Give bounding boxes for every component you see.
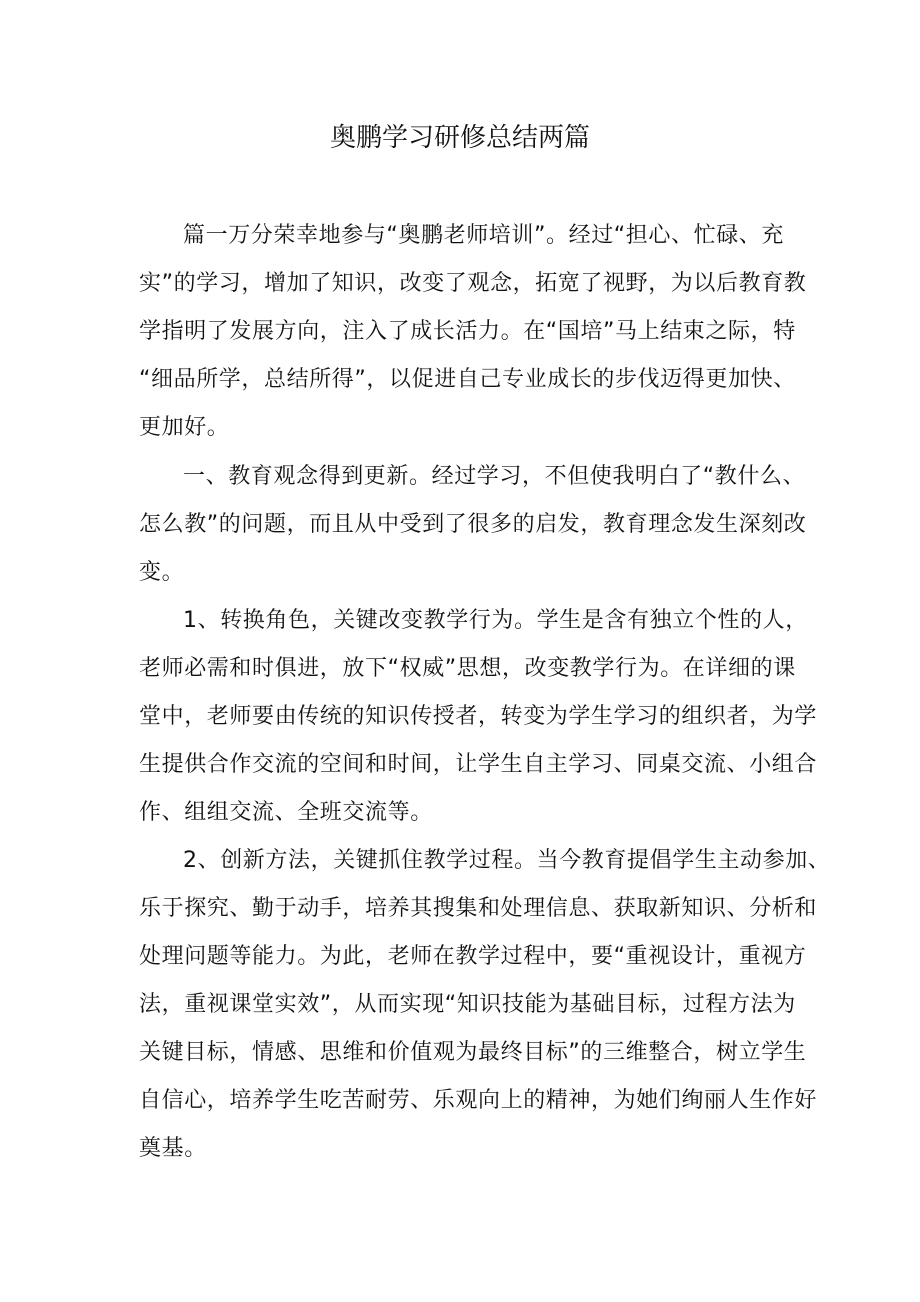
paragraph-2-line-1: 一、教育观念得到更新。经过学习，不但使我明白了“教什么、: [183, 464, 806, 489]
paragraph-3-line-2: 老师必需和时俱进，放下“权威”思想，改变教学行为。在详细的课: [139, 656, 796, 681]
paragraph-3-line-3: 堂中，老师要由传统的知识传授者，转变为学生学习的组织者，为学: [139, 704, 818, 729]
paragraph-4-line-7: 奠基。: [139, 1136, 207, 1161]
paragraph-4-line-4: 法，重视课堂实效”，从而实现“知识技能为基础目标，过程方法为: [139, 992, 796, 1017]
paragraph-4-line-2: 乐于探究、勤于动手，培养其搜集和处理信息、获取新知识、分析和: [139, 896, 818, 921]
paragraph-1-line-3: 学指明了发展方向，注入了成长活力。在“国培”马上结束之际，特: [139, 319, 796, 344]
paragraph-3-line-1: 1、转换角色，关键改变教学行为。学生是含有独立个性的人，: [183, 608, 808, 633]
paragraph-2-line-2: 怎么教”的问题，而且从中受到了很多的启发，教育理念发生深刻改: [139, 512, 807, 537]
paragraph-4-line-3: 处理问题等能力。为此，老师在教学过程中，要“重视设计，重视方: [139, 944, 807, 969]
paragraph-3-line-5: 作、组组交流、全班交流等。: [139, 800, 433, 825]
paragraph-3-line-4: 生提供合作交流的空间和时间，让学生自主学习、同桌交流、小组合: [139, 752, 818, 777]
paragraph-1-line-5: 更加好。: [139, 415, 230, 440]
paragraph-1-line-4: “细品所学，总结所得”，以促进自己专业成长的步伐迈得更加快、: [139, 367, 796, 392]
paragraph-2-line-3: 变。: [139, 560, 185, 585]
paragraph-4-line-1: 2、创新方法，关键抓住教学过程。当今教育提倡学生主动参加、: [183, 848, 831, 873]
paragraph-1-line-2: 实”的学习，增加了知识，改变了观念，拓宽了视野，为以后教育教: [139, 271, 807, 296]
paragraph-1-line-1: 篇一万分荣幸地参与“奥鹏老师培训”。经过“担心、忙碌、充: [183, 223, 784, 248]
paragraph-4-line-6: 自信心，培养学生吃苦耐劳、乐观向上的精神，为她们绚丽人生作好: [139, 1088, 818, 1113]
paragraph-4-line-5: 关键目标，情感、思维和价值观为最终目标”的三维整合，树立学生: [139, 1040, 807, 1065]
document-title: 奥鹏学习研修总结两篇: [329, 123, 590, 153]
